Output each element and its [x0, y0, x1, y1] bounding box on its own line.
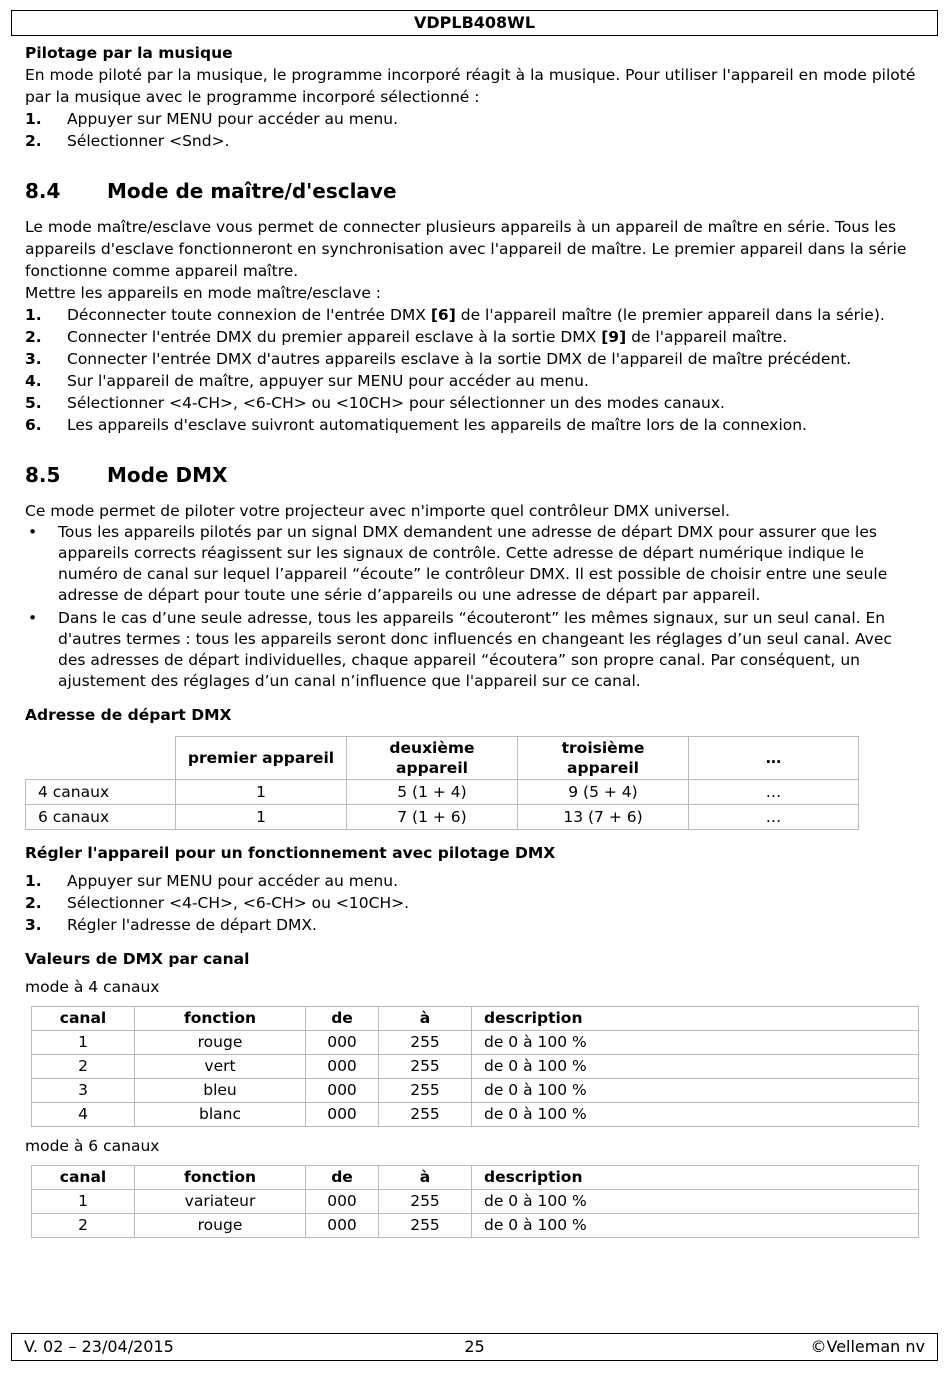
- step-text: Déconnecter toute connexion de l'entrée DMX [6] de l'appareil maître (le premier appareil dans la série).: [67, 306, 885, 324]
- dmx-text: Ce mode permet de piloter votre projecteur avec n'importe quel contrôleur DMX universel.: [25, 502, 731, 520]
- table-cell: 255: [379, 1079, 472, 1103]
- list-item: [25, 608, 920, 692]
- table-row: [32, 1190, 919, 1214]
- table-cell: 2: [32, 1055, 135, 1079]
- music-heading: Pilotage par la musique: [25, 44, 233, 62]
- column-header: canal: [32, 1007, 135, 1031]
- table-cell: 4 canaux: [26, 780, 176, 805]
- table-cell: 255: [379, 1190, 472, 1214]
- table-cell: 000: [306, 1055, 379, 1079]
- step-number: 4.: [25, 372, 42, 390]
- table-cell: 5 (1 + 4): [347, 780, 518, 805]
- table-cell: 255: [379, 1103, 472, 1127]
- column-header: deuxième appareil: [347, 737, 518, 780]
- table-cell: rouge: [135, 1214, 306, 1238]
- step-text: Sélectionner <4-CH>, <6-CH> ou <10CH> pour sélectionner un des modes canaux.: [67, 394, 725, 412]
- column-header: canal: [32, 1166, 135, 1190]
- table-cell: 9 (5 + 4): [518, 780, 689, 805]
- page-content: [25, 42, 920, 1238]
- table-row: [32, 1079, 919, 1103]
- bullet-text: Tous les appareils pilotés par un signal DMX demandent une adresse de départ DMX pour assurer que les appareils corrects réagissent sur les signaux de contrôle. Cette adresse de départ numérique indique le numéro de canal sur lequel l’appareil “écoute” le contrôleur DMX. Il est possible de choisir entre une seule adresse de départ pour toute une série d’appareils ou une adresse de départ par appareil.: [58, 523, 888, 604]
- list-item: [25, 108, 920, 130]
- mode6-table: [31, 1165, 919, 1238]
- column-header: de: [306, 1166, 379, 1190]
- address-table: [25, 736, 859, 830]
- mode4-label: mode à 4 canaux: [25, 978, 160, 996]
- list-item: [25, 522, 920, 606]
- step-text: Appuyer sur MENU pour accéder au menu.: [67, 872, 399, 890]
- step-text: Régler l'adresse de départ DMX.: [67, 916, 317, 934]
- table-header-row: [32, 1007, 919, 1031]
- table-cell: de 0 à 100 %: [472, 1031, 919, 1055]
- table-cell: 000: [306, 1214, 379, 1238]
- table-header-row: [32, 1166, 919, 1190]
- step-number: 2.: [25, 132, 42, 150]
- step-text: Connecter l'entrée DMX d'autres appareils esclave à la sortie DMX de l'appareil de maître précédent.: [67, 350, 852, 368]
- table-cell: 13 (7 + 6): [518, 805, 689, 830]
- table-row: [32, 1103, 919, 1127]
- step-number: 3.: [25, 916, 42, 934]
- step-number: 2.: [25, 894, 42, 912]
- section-number: 8.4: [25, 179, 61, 203]
- section-heading-dmx: [25, 462, 920, 488]
- table-cell: 7 (1 + 6): [347, 805, 518, 830]
- column-header: troisième appareil: [518, 737, 689, 780]
- step-text: Sélectionner <4-CH>, <6-CH> ou <10CH>.: [67, 894, 410, 912]
- table-cell: 4: [32, 1103, 135, 1127]
- bullet-icon: •: [28, 609, 38, 627]
- footer-version: V. 02 – 23/04/2015: [24, 1337, 174, 1356]
- table-cell: 1: [32, 1190, 135, 1214]
- mode6-label: mode à 6 canaux: [25, 1137, 160, 1155]
- table-cell: rouge: [135, 1031, 306, 1055]
- table-cell: de 0 à 100 %: [472, 1214, 919, 1238]
- table-cell: 255: [379, 1214, 472, 1238]
- table-cell: 1: [176, 805, 347, 830]
- bullet-text: Dans le cas d’une seule adresse, tous les appareils “écouteront” les mêmes signaux, sur un seul canal. En d'autres termes : tous les appareils seront donc influencés en changeant les réglages d’un seul canal. Avec des adresses de départ individuelles, chaque appareil “écoutera” son propre canal. Par conséquent, un ajustement des réglages d’un canal n’influence que l'appareil sur ce canal.: [58, 609, 892, 690]
- page-header: VDPLB408WL: [11, 10, 938, 36]
- column-header: fonction: [135, 1166, 306, 1190]
- table-cell: 255: [379, 1031, 472, 1055]
- master-text: Le mode maître/esclave vous permet de connecter plusieurs appareils à un appareil de maître en série. Tous les appareils d'esclave fonctionneront en synchronisation avec l'appareil de maître. Le premier appareil dans la série fonctionne comme appareil maître.: [25, 218, 907, 280]
- step-number: 6.: [25, 416, 42, 434]
- table-row: [32, 1031, 919, 1055]
- table-cell: 1: [176, 780, 347, 805]
- list-item: [25, 326, 920, 348]
- table-row: [26, 780, 859, 805]
- dmx-bullets: [25, 522, 920, 692]
- page-footer: [11, 1333, 938, 1361]
- table-cell: variateur: [135, 1190, 306, 1214]
- step-number: 3.: [25, 350, 42, 368]
- column-header: à: [379, 1007, 472, 1031]
- footer-page-number: 25: [464, 1337, 485, 1356]
- step-text: Appuyer sur MENU pour accéder au menu.: [67, 110, 399, 128]
- table-corner: [26, 737, 176, 780]
- table-cell: blanc: [135, 1103, 306, 1127]
- column-header: description: [472, 1007, 919, 1031]
- step-number: 1.: [25, 110, 42, 128]
- master-steps: [25, 304, 920, 436]
- table-cell: 255: [379, 1055, 472, 1079]
- table-cell: de 0 à 100 %: [472, 1190, 919, 1214]
- list-item: [25, 870, 920, 892]
- setup-steps: [25, 870, 920, 936]
- table-header-row: [26, 737, 859, 780]
- table-row: [32, 1214, 919, 1238]
- column-header: premier appareil: [176, 737, 347, 780]
- step-number: 5.: [25, 394, 42, 412]
- column-header: …: [689, 737, 859, 780]
- table-cell: 000: [306, 1103, 379, 1127]
- step-number: 2.: [25, 328, 42, 346]
- section-heading-master: [25, 178, 920, 204]
- list-item: [25, 892, 920, 914]
- column-header: de: [306, 1007, 379, 1031]
- step-text: Sélectionner <Snd>.: [67, 132, 230, 150]
- master-intro: Mettre les appareils en mode maître/esclave :: [25, 284, 382, 302]
- table-cell: …: [689, 805, 859, 830]
- step-text: Sur l'appareil de maître, appuyer sur MENU pour accéder au menu.: [67, 372, 589, 390]
- mode4-table: [31, 1006, 919, 1127]
- step-text: Connecter l'entrée DMX du premier appareil esclave à la sortie DMX [9] de l'appareil maître.: [67, 328, 788, 346]
- list-item: [25, 130, 920, 152]
- step-number: 1.: [25, 306, 42, 324]
- music-text: En mode piloté par la musique, le programme incorporé réagit à la musique. Pour utiliser l'appareil en mode piloté par la musique avec le programme incorporé sélectionné :: [25, 66, 916, 106]
- bullet-icon: •: [28, 523, 38, 541]
- column-header: fonction: [135, 1007, 306, 1031]
- list-item: [25, 914, 920, 936]
- section-title: Mode DMX: [107, 463, 228, 487]
- list-item: [25, 370, 920, 392]
- values-heading: Valeurs de DMX par canal: [25, 950, 250, 968]
- list-item: [25, 304, 920, 326]
- table-cell: de 0 à 100 %: [472, 1079, 919, 1103]
- table-cell: 000: [306, 1031, 379, 1055]
- table-cell: vert: [135, 1055, 306, 1079]
- table-cell: 1: [32, 1031, 135, 1055]
- column-header: à: [379, 1166, 472, 1190]
- table-cell: 000: [306, 1190, 379, 1214]
- table-cell: de 0 à 100 %: [472, 1055, 919, 1079]
- list-item: [25, 392, 920, 414]
- table-cell: 3: [32, 1079, 135, 1103]
- table-cell: 2: [32, 1214, 135, 1238]
- section-number: 8.5: [25, 463, 61, 487]
- address-heading: Adresse de départ DMX: [25, 706, 232, 724]
- music-steps: [25, 108, 920, 152]
- table-cell: de 0 à 100 %: [472, 1103, 919, 1127]
- table-cell: 000: [306, 1079, 379, 1103]
- table-row: [32, 1055, 919, 1079]
- table-cell: …: [689, 780, 859, 805]
- setup-heading: Régler l'appareil pour un fonctionnement avec pilotage DMX: [25, 844, 556, 862]
- list-item: [25, 348, 920, 370]
- footer-copyright: ©Velleman nv: [810, 1337, 925, 1356]
- list-item: [25, 414, 920, 436]
- table-row: [26, 805, 859, 830]
- table-cell: 6 canaux: [26, 805, 176, 830]
- column-header: description: [472, 1166, 919, 1190]
- step-number: 1.: [25, 872, 42, 890]
- table-cell: bleu: [135, 1079, 306, 1103]
- step-text: Les appareils d'esclave suivront automatiquement les appareils de maître lors de la connexion.: [67, 416, 807, 434]
- section-title: Mode de maître/d'esclave: [107, 179, 397, 203]
